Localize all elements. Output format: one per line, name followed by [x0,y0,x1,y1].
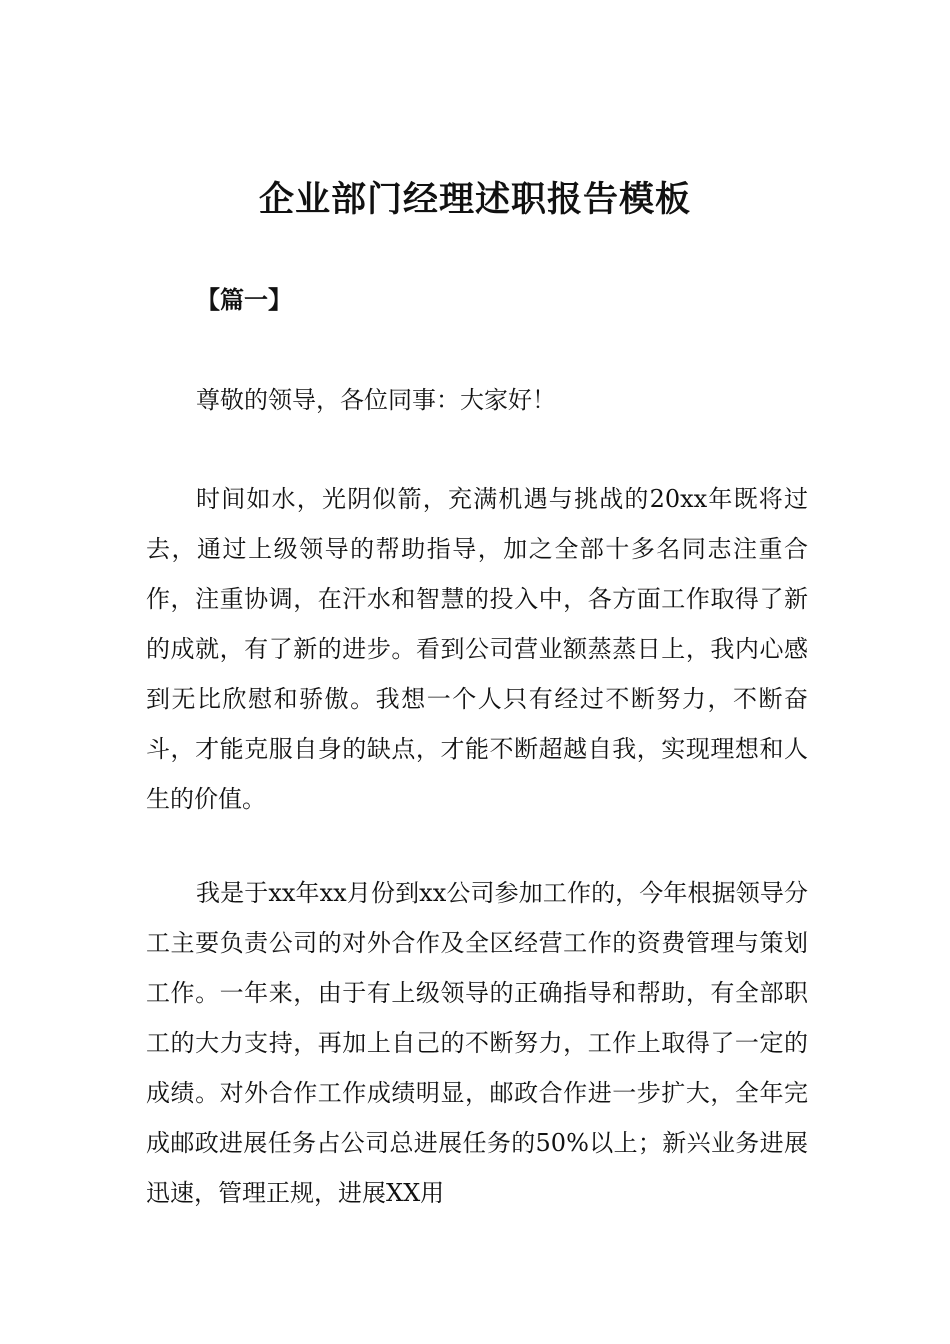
body-paragraph-1: 时间如水，光阴似箭，充满机遇与挑战的20xx年既将过去，通过上级领导的帮助指导，加之全部十多名同志注重合作，注重协调，在汗水和智慧的投入中，各方面工作取得了新的成就，有了新的进步。看到公司营业额蒸蒸日上，我内心感到无比欣慰和骄傲。我想一个人只有经过不断努力，不断奋斗，才能克服自身的缺点，才能不断超越自我，实现理想和人生的价值。 [146,485,808,813]
section-label: 【篇一】 [196,286,292,314]
body-paragraph-2: 我是于xx年xx月份到xx公司参加工作的，今年根据领导分工主要负责公司的对外合作及全区经营工作的资费管理与策划工作。一年来，由于有上级领导的正确指导和帮助，有全部职工的大力支持，再加上自己的不断努力，工作上取得了一定的成绩。对外合作工作成绩明显，邮政合作进一步扩大，全年完成邮政进展任务占公司总进展任务的50%以上；新兴业务进展迅速，管理正规，进展XX用 [146,879,808,1207]
document-title: 企业部门经理述职报告模板 [258,180,691,220]
greeting-line: 尊敬的领导，各位同事：大家好！ [196,386,556,414]
